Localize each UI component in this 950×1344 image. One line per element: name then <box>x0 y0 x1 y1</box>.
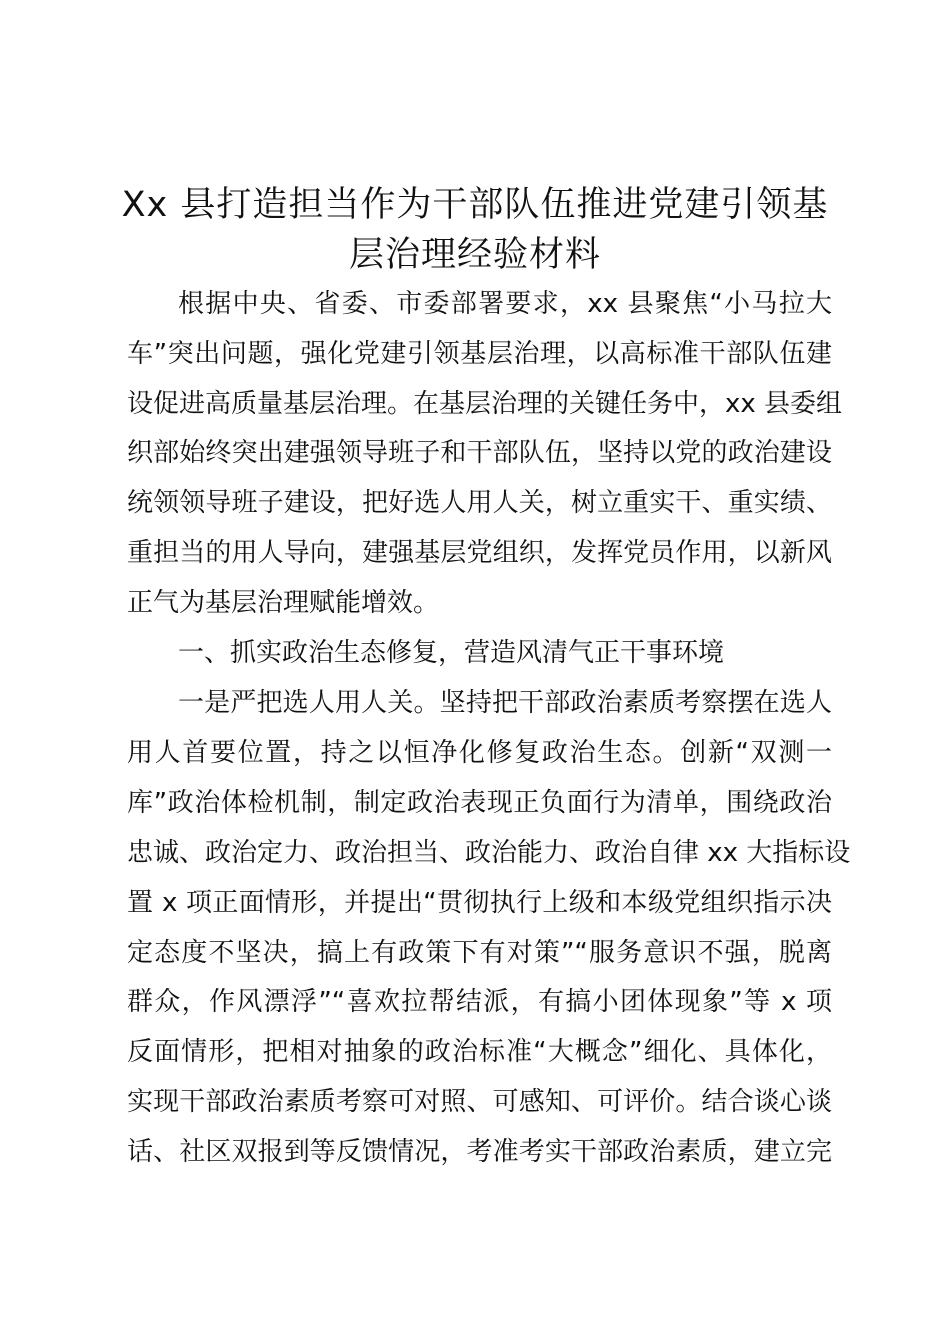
body-line: 库”政治体检机制，制定政治表现正负面行为清单，围绕政治 <box>127 788 832 818</box>
section-heading: 一、抓实政治生态修复，营造风清气正干事环境 <box>178 638 725 668</box>
body-line: 群众，作风漂浮”“喜欢拉帮结派，有搞小团体现象”等 x 项 <box>127 987 832 1017</box>
body-line: 一是严把选人用人关。坚持把干部政治素质考察摆在选人 <box>178 688 832 718</box>
body-line: 反面情形，把相对抽象的政治标准“大概念”细化、具体化， <box>127 1037 832 1067</box>
document-title-line-2: 层治理经验材料 <box>348 235 601 275</box>
body-line: 正气为基层治理赋能增效。 <box>127 588 440 618</box>
document-title-line-1: Xx 县打造担当作为干部队伍推进党建引领基 <box>121 185 829 225</box>
body-line: 置 x 项正面情形，并提出“贯彻执行上级和本级党组织指示决 <box>127 888 832 918</box>
body-line: 根据中央、省委、市委部署要求，xx 县聚焦“小马拉大 <box>178 289 832 319</box>
body-line: 车”突出问题，强化党建引领基层治理，以高标准干部队伍建 <box>127 339 832 369</box>
body-line: 忠诚、政治定力、政治担当、政治能力、政治自律 xx 大指标设 <box>127 838 851 868</box>
body-line: 统领领导班子建设，把好选人用人关，树立重实干、重实绩、 <box>127 488 832 518</box>
body-line: 织部始终突出建强领导班子和干部队伍，坚持以党的政治建设 <box>127 438 832 468</box>
body-line: 用人首要位置，持之以恒净化修复政治生态。创新“双测一 <box>127 738 832 768</box>
body-line: 实现干部政治素质考察可对照、可感知、可评价。结合谈心谈 <box>127 1087 832 1117</box>
body-line: 定态度不坚决，搞上有政策下有对策”“服务意识不强，脱离 <box>127 938 832 968</box>
body-line: 重担当的用人导向，建强基层党组织，发挥党员作用，以新风 <box>127 538 832 568</box>
body-line: 话、社区双报到等反馈情况，考准考实干部政治素质，建立完 <box>127 1137 832 1167</box>
body-line: 设促进高质量基层治理。在基层治理的关键任务中，xx 县委组 <box>127 389 843 419</box>
